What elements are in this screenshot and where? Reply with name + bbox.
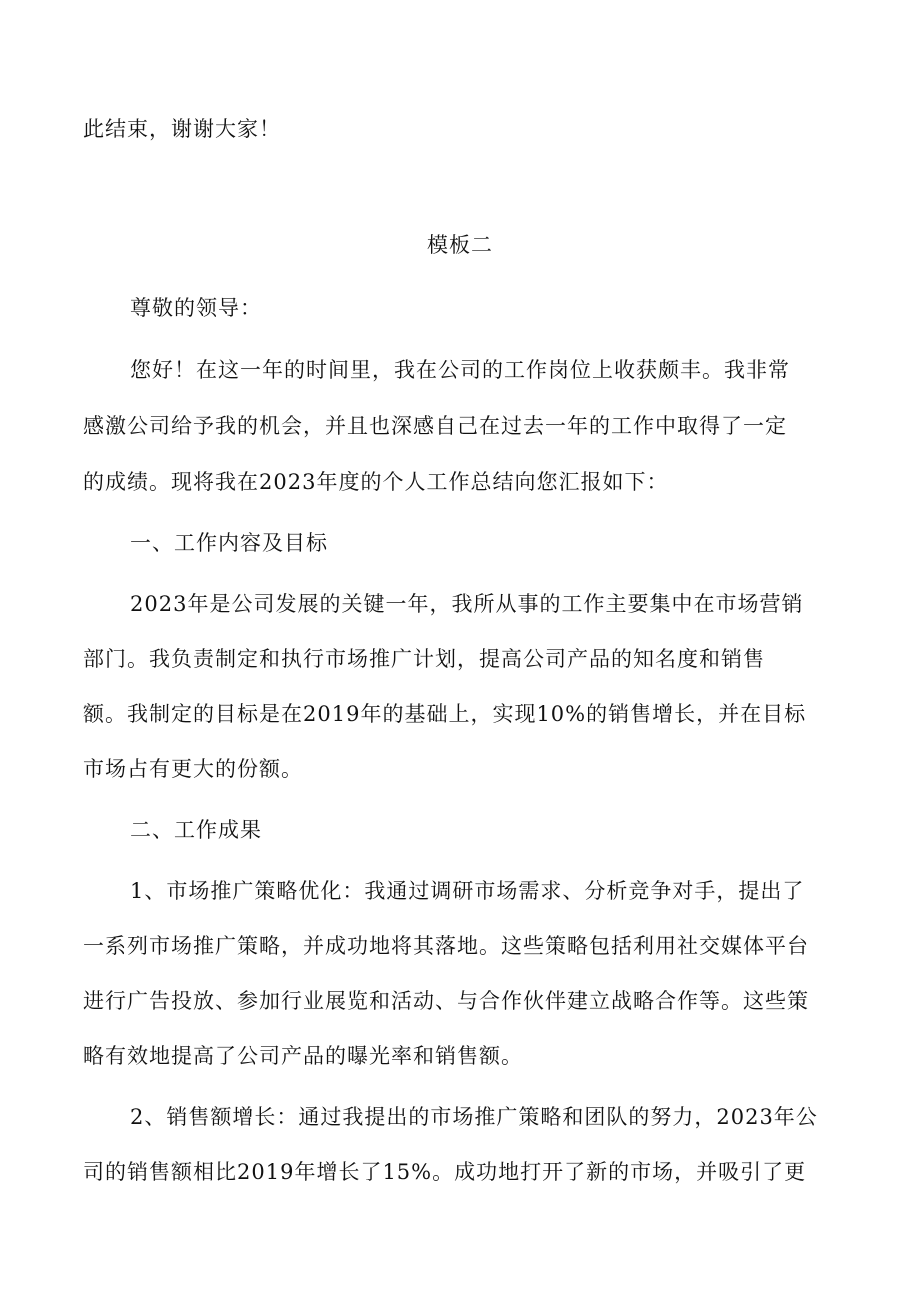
- section1-line-3: 额。我制定的目标是在2019年的基础上，实现10%的销售增长，并在目标: [83, 702, 807, 726]
- item1-line-4: 略有效地提高了公司产品的曝光率和销售额。: [83, 1044, 523, 1068]
- salutation: 尊敬的领导：: [130, 296, 262, 320]
- intro-line-3: 的成绩。现将我在2023年度的个人工作总结向您汇报如下：: [83, 470, 669, 494]
- intro-line-1: 您好！在这一年的时间里，我在公司的工作岗位上收获颇丰。我非常: [130, 358, 790, 382]
- item2-line-2: 司的销售额相比2019年增长了15%。成功地打开了新的市场，并吸引了更: [83, 1160, 807, 1184]
- intro-line-2: 感激公司给予我的机会，并且也深感自己在过去一年的工作中取得了一定: [83, 414, 787, 438]
- section1-line-1: 2023年是公司发展的关键一年，我所从事的工作主要集中在市场营销: [130, 592, 804, 616]
- section1-line-4: 市场占有更大的份额。: [83, 757, 303, 781]
- section1-line-2: 部门。我负责制定和执行市场推广计划，提高公司产品的知名度和销售: [83, 647, 765, 671]
- section2-heading: 二、工作成果: [130, 818, 262, 842]
- template-title: 模板二: [427, 233, 493, 257]
- item1-line-2: 一系列市场推广策略，并成功地将其落地。这些策略包括利用社交媒体平台: [83, 934, 809, 958]
- section1-heading: 一、工作内容及目标: [130, 531, 328, 555]
- item1-line-1: 1、市场推广策略优化：我通过调研市场需求、分析竞争对手，提出了: [130, 879, 805, 903]
- item1-line-3: 进行广告投放、参加行业展览和活动、与合作伙伴建立战略合作等。这些策: [83, 989, 809, 1013]
- item2-line-1: 2、销售额增长：通过我提出的市场推广策略和团队的努力，2023年公: [130, 1105, 818, 1129]
- closing-line: 此结束，谢谢大家！: [83, 117, 281, 141]
